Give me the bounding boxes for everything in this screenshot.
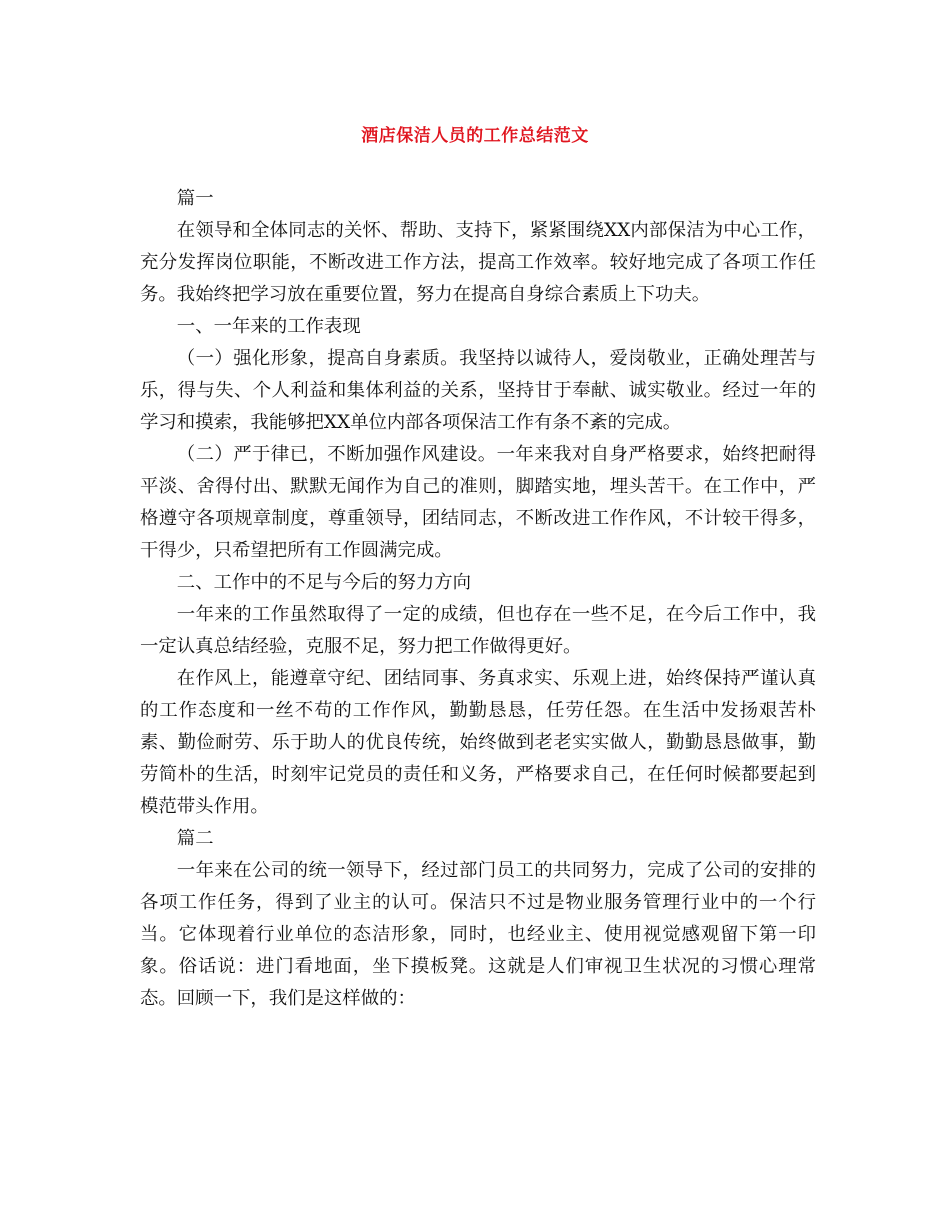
- paragraph: 一年来在公司的统一领导下，经过部门员工的共同努力，完成了公司的安排的各项工作任务，得到了业主的认可。保洁只不过是物业服务管理行业中的一个行当。它体现着行业单位的态洁形象，同时，也经业主、使用视觉感观留下第一印象。俗话说：进门看地面，坐下摸板凳。这就是人们审视卫生状况的习惯心理常态。回顾一下，我们是这样做的：: [140, 860, 816, 1009]
- paragraph: （二）严于律已，不断加强作风建设。一年来我对自身严格要求，始终把耐得平淡、舍得付出、默默无闻作为自己的准则，脚踏实地，埋头苦干。在工作中，严格遵守各项规章制度，尊重领导，团结同志，不断改进工作作风，不计较干得多，干得少，只希望把所有工作圆满完成。: [140, 444, 816, 561]
- section-heading: 篇一: [176, 188, 214, 209]
- paragraph: 在作风上，能遵章守纪、团结同事、务真求实、乐观上进，始终保持严谨认真的工作态度和一丝不苟的工作作风，勤勤恳恳，任劳任怨。在生活中发扬艰苦朴素、勤俭耐劳、乐于助人的优良传统，始终做到老老实实做人，勤勤恳恳做事，勤劳简朴的生活，时刻牢记党员的责任和义务，严格要求自己，在任何时候都要起到模范带头作用。: [140, 668, 816, 817]
- paragraph: 在领导和全体同志的关怀、帮助、支持下，紧紧围绕XX内部保洁为中心工作，充分发挥岗位职能，不断改进工作方法，提高工作效率。较好地完成了各项工作任务。我始终把学习放在重要位置，努力在提高自身综合素质上下功夫。: [140, 220, 816, 305]
- section-heading: 二、工作中的不足与今后的努力方向: [176, 572, 472, 593]
- paragraph: 一年来的工作虽然取得了一定的成绩，但也存在一些不足，在今后工作中，我一定认真总结经验，克服不足，努力把工作做得更好。: [140, 604, 816, 657]
- paragraph: （一）强化形象，提高自身素质。我坚持以诚待人，爱岗敬业，正确处理苦与乐，得与失、个人利益和集体利益的关系，坚持甘于奉献、诚实敬业。经过一年的学习和摸索，我能够把XX单位内部各项保洁工作有条不紊的完成。: [140, 348, 816, 433]
- section-heading: 篇二: [176, 828, 214, 849]
- document-title: 酒店保洁人员的工作总结范文: [361, 126, 589, 146]
- section-heading: 一、一年来的工作表现: [176, 316, 361, 337]
- document-body: [140, 183, 816, 1015]
